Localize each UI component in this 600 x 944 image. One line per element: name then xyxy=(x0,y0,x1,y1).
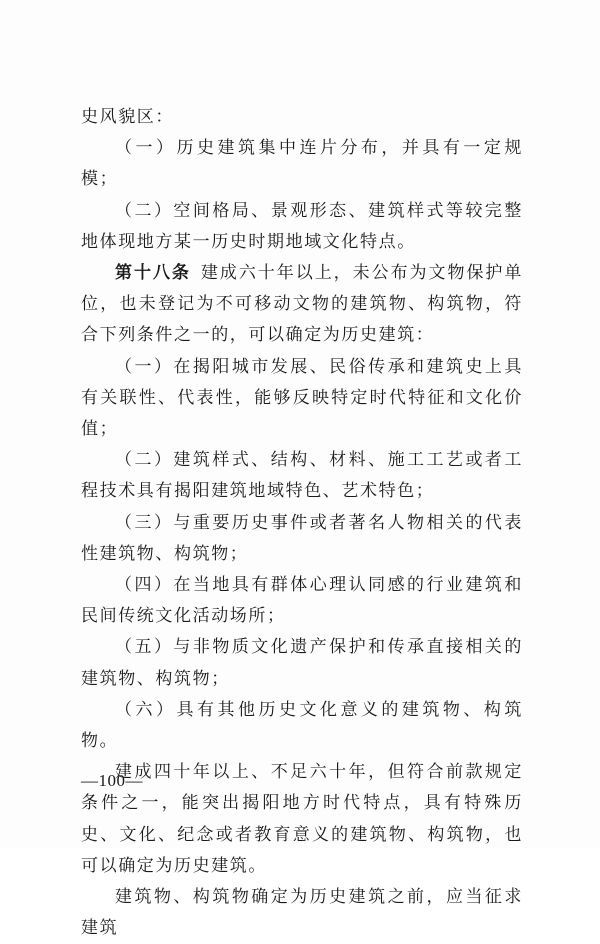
article-18-paragraph xyxy=(81,258,523,352)
body-text xyxy=(81,102,523,944)
paragraph-text: （五）与非物质文化遗产保护和传承直接相关的建筑物、构筑物； xyxy=(81,637,523,689)
paragraph-2 xyxy=(81,133,523,195)
article-heading: 第十八条 xyxy=(115,263,191,284)
paragraph-text: （四）在当地具有群体心理认同感的行业建筑和民间传统文化活动场所； xyxy=(81,575,523,627)
paragraph-9 xyxy=(81,632,523,694)
paragraph-8 xyxy=(81,570,523,632)
paragraph-1 xyxy=(81,102,523,133)
paragraph-3 xyxy=(81,196,523,258)
paragraph-text: （一）历史建筑集中连片分布，并具有一定规模； xyxy=(81,138,523,190)
paragraph-7 xyxy=(81,508,523,570)
paragraph-text: （六）具有其他历史文化意义的建筑物、构筑物。 xyxy=(81,699,523,752)
paragraph-text: （一）在揭阳城市发展、民俗传承和建筑史上具有关联性、代表性，能够反映特定时代特征和文化价值； xyxy=(81,356,523,440)
paragraph-text: （二）建筑样式、结构、材料、施工工艺或者工程技术具有揭阳建筑地域特色、艺术特色； xyxy=(81,450,523,502)
paragraph-5 xyxy=(81,352,523,446)
paragraph-text: （三）与重要历史事件或者著名人物相关的代表性建筑物、构筑物； xyxy=(81,512,523,564)
paragraph-text: （二）空间格局、景观形态、建筑样式等较完整地体现地方某一历史时期地域文化特点。 xyxy=(81,200,523,252)
paragraph-11 xyxy=(81,757,523,882)
paragraph-text: 建成六十年以上，未公布为文物保护单位，也未登记为不可移动文物的建筑物、构筑物，符合下列条件之一的，可以确定为历史建筑： xyxy=(81,263,524,346)
paragraph-6 xyxy=(81,445,523,507)
page-number: —100— xyxy=(81,771,143,790)
paragraph-text: 建成四十年以上、不足六十年，但符合前款规定条件之一，能突出揭阳地方时代特点，具有特殊历史、文化、纪念或者教育意义的建筑物、构筑物，也可以确定为历史建筑。 xyxy=(81,762,523,876)
paragraph-text: 建筑物、构筑物确定为历史建筑之前，应当征求建筑 xyxy=(81,887,523,939)
paragraph-text: 史风貌区： xyxy=(81,107,174,127)
paragraph-12 xyxy=(81,882,523,944)
paragraph-10 xyxy=(81,695,523,757)
